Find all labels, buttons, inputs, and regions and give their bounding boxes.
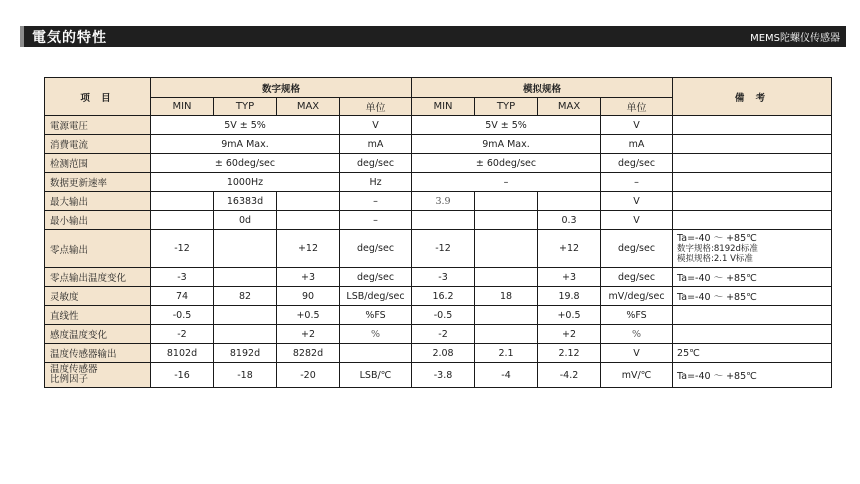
product-subtitle: MEMS陀螺仪传感器: [750, 33, 840, 44]
analog-range-cell: ± 60deg/sec: [412, 154, 601, 173]
analog-max-cell: -4.2: [538, 363, 601, 388]
analog-max-cell: +12: [538, 230, 601, 268]
table-row: [45, 230, 832, 268]
row-label: 感度温度变化: [45, 325, 151, 344]
analog-min-cell: 2.08: [412, 344, 475, 363]
digital-min-cell: -0.5: [151, 306, 214, 325]
digital-min-cell: -2: [151, 325, 214, 344]
digital-min-cell: 74: [151, 287, 214, 306]
electrical-spec-table: [44, 77, 832, 388]
digital-unit-cell: LSB/deg/sec: [340, 287, 412, 306]
note-line: Ta=-40 ～ +85℃: [677, 232, 757, 244]
analog-unit-cell: %FS: [601, 306, 673, 325]
note-cell: [673, 325, 832, 344]
row-label: 消費電流: [45, 135, 151, 154]
digital-unit-cell: mA: [340, 135, 412, 154]
section-title: 電気的特性: [32, 29, 107, 46]
analog-max-cell: 2.12: [538, 344, 601, 363]
analog-unit-cell: V: [601, 192, 673, 211]
note-cell: 25℃: [673, 344, 832, 363]
table-row: [45, 135, 832, 154]
analog-unit-cell: deg/sec: [601, 230, 673, 268]
analog-spec-header: 模拟规格: [412, 78, 673, 98]
analog-unit-header: 单位: [601, 98, 673, 116]
digital-unit-cell: Hz: [340, 173, 412, 192]
note-cell: [673, 230, 832, 268]
table-row: [45, 306, 832, 325]
analog-max-cell: +0.5: [538, 306, 601, 325]
analog-unit-cell: V: [601, 211, 673, 230]
analog-typ-cell: 18: [475, 287, 538, 306]
analog-min-cell: -2: [412, 325, 475, 344]
analog-unit-cell: mV/deg/sec: [601, 287, 673, 306]
digital-max-cell: +3: [277, 268, 340, 287]
analog-typ-cell: [475, 211, 538, 230]
row-label: 零点输出温度变化: [45, 268, 151, 287]
digital-typ-cell: 82: [214, 287, 277, 306]
digital-unit-cell: deg/sec: [340, 230, 412, 268]
analog-typ-cell: [475, 230, 538, 268]
note-cell: [673, 192, 832, 211]
section-header: [24, 26, 846, 47]
table-row: [45, 363, 832, 388]
analog-typ-cell: [475, 268, 538, 287]
row-label: [45, 363, 151, 388]
note-cell: [673, 306, 832, 325]
analog-min-cell: [412, 211, 475, 230]
digital-unit-cell: V: [340, 116, 412, 135]
analog-typ-cell: [475, 306, 538, 325]
digital-max-cell: +0.5: [277, 306, 340, 325]
analog-min-cell: -12: [412, 230, 475, 268]
note-cell: Ta=-40 ～ +85℃: [673, 268, 832, 287]
analog-typ-header: TYP: [475, 98, 538, 116]
notes-header: 備 考: [673, 78, 832, 116]
digital-max-cell: -20: [277, 363, 340, 388]
row-label: 数据更新速率: [45, 173, 151, 192]
digital-min-cell: [151, 211, 214, 230]
analog-unit-cell: V: [601, 116, 673, 135]
digital-unit-cell: %: [340, 325, 412, 344]
header-accent-bar: [20, 26, 24, 47]
analog-unit-cell: mV/℃: [601, 363, 673, 388]
analog-range-cell: 5V ± 5%: [412, 116, 601, 135]
note-line: 数字规格:8192d标准: [677, 243, 758, 254]
digital-typ-cell: [214, 230, 277, 268]
digital-min-cell: -16: [151, 363, 214, 388]
digital-typ-cell: 8192d: [214, 344, 277, 363]
digital-range-cell: 9mA Max.: [151, 135, 340, 154]
digital-unit-header: 单位: [340, 98, 412, 116]
note-cell: [673, 211, 832, 230]
digital-unit-cell: [340, 344, 412, 363]
digital-max-cell: +12: [277, 230, 340, 268]
digital-unit-cell: LSB/℃: [340, 363, 412, 388]
analog-range-cell: 9mA Max.: [412, 135, 601, 154]
analog-min-cell: 3.9: [412, 192, 475, 211]
row-label: 检测范围: [45, 154, 151, 173]
digital-unit-cell: deg/sec: [340, 154, 412, 173]
digital-min-cell: 8102d: [151, 344, 214, 363]
row-label: 温度传感器输出: [45, 344, 151, 363]
note-cell: Ta=-40 ～ +85℃: [673, 287, 832, 306]
table-row: [45, 116, 832, 135]
row-label-line: 比例因子: [50, 374, 89, 385]
analog-unit-cell: –: [601, 173, 673, 192]
digital-typ-cell: [214, 268, 277, 287]
table-row: [45, 192, 832, 211]
row-label: 最大输出: [45, 192, 151, 211]
digital-range-cell: 5V ± 5%: [151, 116, 340, 135]
analog-max-header: MAX: [538, 98, 601, 116]
analog-typ-cell: 2.1: [475, 344, 538, 363]
row-label: 灵敏度: [45, 287, 151, 306]
digital-typ-header: TYP: [214, 98, 277, 116]
digital-max-cell: 90: [277, 287, 340, 306]
row-label: 最小输出: [45, 211, 151, 230]
analog-unit-cell: deg/sec: [601, 268, 673, 287]
digital-max-header: MAX: [277, 98, 340, 116]
digital-typ-cell: [214, 306, 277, 325]
analog-min-cell: -3.8: [412, 363, 475, 388]
row-label: 電源電圧: [45, 116, 151, 135]
row-label-line: 温度传感器: [50, 364, 98, 375]
digital-typ-cell: [214, 325, 277, 344]
digital-max-cell: +2: [277, 325, 340, 344]
analog-unit-cell: deg/sec: [601, 154, 673, 173]
digital-min-cell: -3: [151, 268, 214, 287]
digital-min-cell: [151, 192, 214, 211]
analog-typ-cell: -4: [475, 363, 538, 388]
analog-range-cell: –: [412, 173, 601, 192]
analog-max-cell: +3: [538, 268, 601, 287]
digital-min-header: MIN: [151, 98, 214, 116]
table-row: [45, 287, 832, 306]
digital-typ-cell: -18: [214, 363, 277, 388]
analog-typ-cell: [475, 325, 538, 344]
digital-typ-cell: 16383d: [214, 192, 277, 211]
digital-unit-cell: –: [340, 192, 412, 211]
row-label: 直线性: [45, 306, 151, 325]
table-row: [45, 344, 832, 363]
table-row: [45, 154, 832, 173]
analog-max-cell: 19.8: [538, 287, 601, 306]
note-cell: Ta=-40 ～ +85℃: [673, 363, 832, 388]
analog-max-cell: +2: [538, 325, 601, 344]
digital-unit-cell: %FS: [340, 306, 412, 325]
note-cell: [673, 173, 832, 192]
digital-range-cell: ± 60deg/sec: [151, 154, 340, 173]
analog-unit-cell: mA: [601, 135, 673, 154]
analog-min-header: MIN: [412, 98, 475, 116]
table-row: [45, 325, 832, 344]
note-cell: [673, 154, 832, 173]
row-label: 零点输出: [45, 230, 151, 268]
analog-min-cell: -3: [412, 268, 475, 287]
digital-unit-cell: –: [340, 211, 412, 230]
note-cell: [673, 116, 832, 135]
digital-min-cell: -12: [151, 230, 214, 268]
table-row: [45, 173, 832, 192]
table-row: [45, 268, 832, 287]
digital-max-cell: 8282d: [277, 344, 340, 363]
note-cell: [673, 135, 832, 154]
digital-spec-header: 数字规格: [151, 78, 412, 98]
analog-min-cell: 16.2: [412, 287, 475, 306]
analog-unit-cell: V: [601, 344, 673, 363]
digital-typ-cell: 0d: [214, 211, 277, 230]
analog-max-cell: 0.3: [538, 211, 601, 230]
analog-unit-cell: %: [601, 325, 673, 344]
digital-unit-cell: deg/sec: [340, 268, 412, 287]
analog-typ-cell: [475, 192, 538, 211]
item-header: 项 目: [45, 78, 151, 116]
digital-max-cell: [277, 192, 340, 211]
table-row: [45, 211, 832, 230]
note-line: 模拟规格:2.1 V标准: [677, 253, 753, 264]
digital-max-cell: [277, 211, 340, 230]
digital-range-cell: 1000Hz: [151, 173, 340, 192]
analog-max-cell: [538, 192, 601, 211]
analog-min-cell: -0.5: [412, 306, 475, 325]
